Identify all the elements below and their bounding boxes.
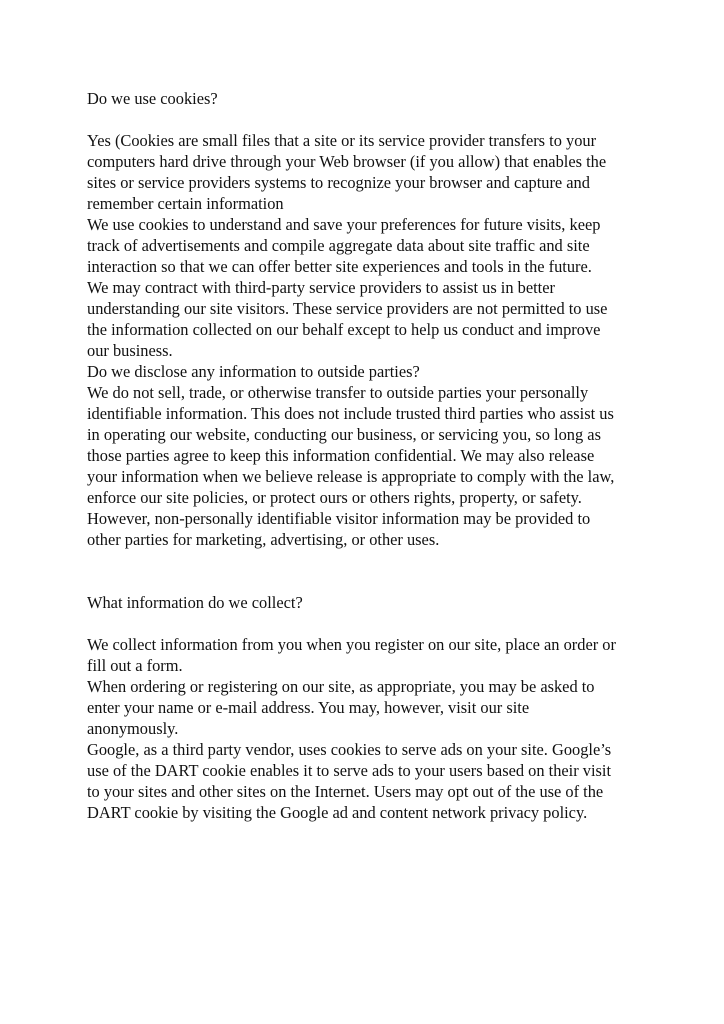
document-page bbox=[87, 88, 647, 823]
text-line: What information do we collect? bbox=[87, 593, 303, 612]
text-line: DART cookie by visiting the Google ad and content network privacy policy. bbox=[87, 803, 588, 822]
text-line: identifiable information. This does not include trusted third parties who assist us bbox=[87, 404, 614, 423]
heading-cookies bbox=[87, 88, 647, 109]
text-line: Google, as a third party vendor, uses cookies to serve ads on your site. Google’s bbox=[87, 740, 612, 759]
text-line: in operating our website, conducting our business, or servicing you, so long as bbox=[87, 425, 601, 444]
text-line: Do we disclose any information to outside parties? bbox=[87, 362, 420, 381]
text-line: your information when we believe release is appropriate to comply with the law, bbox=[87, 467, 615, 486]
text-line: computers hard drive through your Web browser (if you allow) that enables the bbox=[87, 152, 607, 171]
text-line: those parties agree to keep this information confidential. We may also release bbox=[87, 446, 595, 465]
paragraph-gap bbox=[87, 109, 647, 130]
text-line: Yes (Cookies are small files that a site or its service provider transfers to your bbox=[87, 131, 597, 150]
text-line: We collect information from you when you register on our site, place an order or bbox=[87, 635, 616, 654]
paragraph-gap bbox=[87, 571, 647, 592]
text-line: track of advertisements and compile aggregate data about site traffic and site bbox=[87, 236, 590, 255]
text-line: However, non-personally identifiable visitor information may be provided to bbox=[87, 509, 591, 528]
text-line: interaction so that we can offer better site experiences and tools in the future. bbox=[87, 257, 592, 276]
text-line: the information collected on our behalf except to help us conduct and improve bbox=[87, 320, 601, 339]
text-line: remember certain information bbox=[87, 194, 284, 213]
text-line: sites or service providers systems to recognize your browser and capture and bbox=[87, 173, 590, 192]
text-line: to your sites and other sites on the Internet. Users may opt out of the use of the bbox=[87, 782, 604, 801]
text-line: fill out a form. bbox=[87, 656, 183, 675]
cookies-paragraph bbox=[87, 130, 647, 550]
text-line: our business. bbox=[87, 341, 173, 360]
text-line: use of the DART cookie enables it to serve ads to your users based on their visit bbox=[87, 761, 612, 780]
collect-paragraph bbox=[87, 634, 647, 823]
text-line: enter your name or e-mail address. You may, however, visit our site bbox=[87, 698, 530, 717]
text-line: anonymously. bbox=[87, 719, 179, 738]
text-line: When ordering or registering on our site, as appropriate, you may be asked to bbox=[87, 677, 595, 696]
text-line: understanding our site visitors. These service providers are not permitted to use bbox=[87, 299, 608, 318]
paragraph-gap bbox=[87, 613, 647, 634]
text-line: Do we use cookies? bbox=[87, 89, 218, 108]
text-line: enforce our site policies, or protect ours or others rights, property, or safety. bbox=[87, 488, 582, 507]
text-line: We use cookies to understand and save your preferences for future visits, keep bbox=[87, 215, 601, 234]
text-line: We may contract with third-party service providers to assist us in better bbox=[87, 278, 555, 297]
text-line: We do not sell, trade, or otherwise transfer to outside parties your personally bbox=[87, 383, 589, 402]
heading-collect bbox=[87, 592, 647, 613]
paragraph-gap bbox=[87, 550, 647, 571]
text-line: other parties for marketing, advertising, or other uses. bbox=[87, 530, 440, 549]
